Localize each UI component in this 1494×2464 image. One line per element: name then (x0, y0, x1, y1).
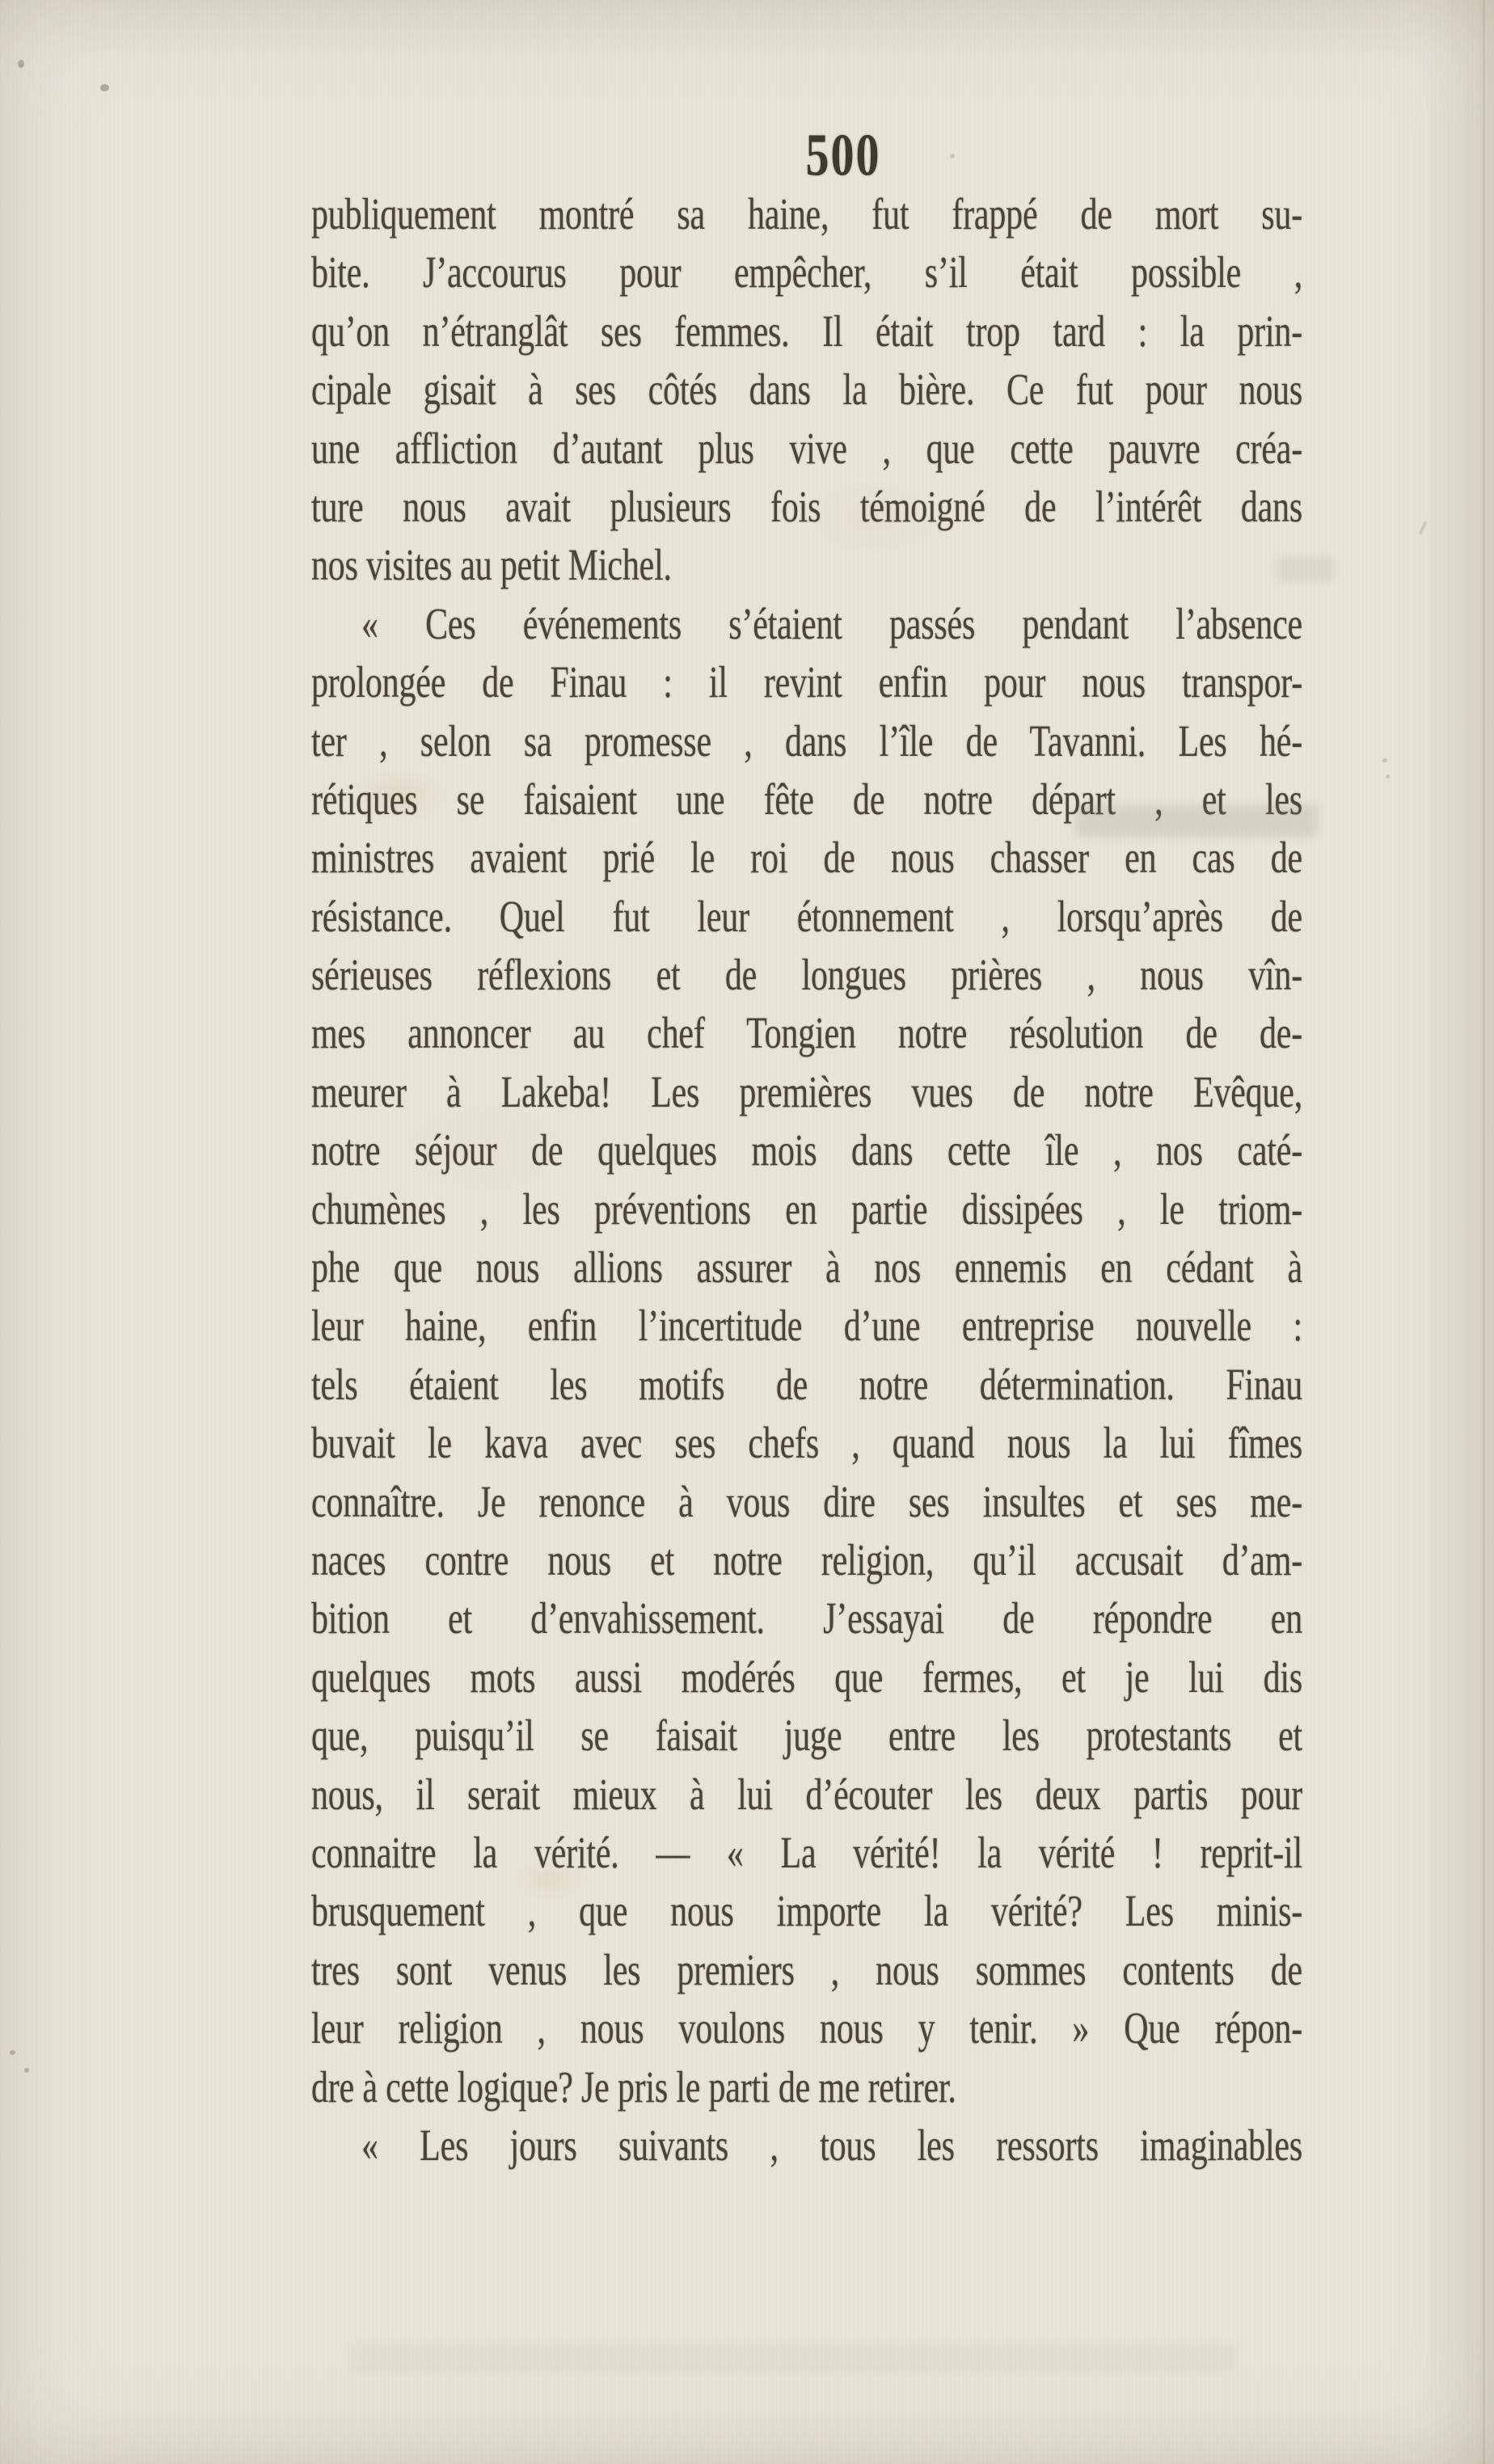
text-line: qu’on n’étranglât ses femmes. Il était trop tard : la prin- (311, 307, 1302, 357)
showthrough-ghost (1075, 804, 1318, 837)
page-crease (1483, 0, 1485, 2464)
paper-speck (1418, 521, 1427, 535)
text-line: « Les jours suivants , tous les ressorts imaginables (361, 2121, 1302, 2171)
paper-speck (100, 84, 109, 91)
text-line: « Ces événements s’étaient passés pendant l’absence (361, 600, 1302, 649)
paper-speck (18, 60, 24, 68)
text-line: quelques mots aussi modérés que fermes, et je lui dis (311, 1653, 1302, 1702)
text-line: nos visites au petit Michel. (311, 542, 672, 591)
text-line: ture nous avait plusieurs fois témoigné de l’intérêt dans (311, 483, 1302, 532)
ink-speck (950, 154, 955, 158)
text-line: une affliction d’autant plus vive , que cette pauvre créa- (311, 424, 1302, 474)
text-line: bition et d’envahissement. J’essayai de répondre en (311, 1595, 1302, 1644)
text-line: tels étaient les motifs de notre détermination. Finau (311, 1361, 1302, 1410)
paper-speck (1386, 774, 1390, 778)
text-line: connaitre la vérité. — « La vérité! la vérité ! reprit-il (311, 1829, 1302, 1878)
text-line: prolongée de Finau : il revint enfin pour nous transpor- (311, 659, 1302, 707)
paper-speck (24, 2068, 29, 2073)
text-line: dre à cette logique? Je pris le parti de me retirer. (311, 2063, 956, 2112)
paper-speck (10, 2050, 15, 2055)
text-line: résistance. Quel fut leur étonnement , lorsqu’après de (311, 892, 1302, 942)
showthrough-ghost (348, 2343, 1237, 2372)
text-line: phe que nous allions assurer à nos ennemis en cédant à (311, 1244, 1302, 1293)
text-line: chumènes , les préventions en partie dissipées , le triom- (311, 1185, 1302, 1234)
text-line: publiquement montré sa haine, fut frappé de mort su- (311, 191, 1302, 239)
text-line: rétiques se faisaient une fête de notre départ , et les (311, 775, 1302, 825)
text-line: mes annoncer au chef Tongien notre résolution de de- (311, 1010, 1302, 1059)
text-line: brusquement , que nous importe la vérité? Les minis- (311, 1888, 1302, 1937)
text-line: leur religion , nous voulons nous y tenir. » Que répon- (311, 2005, 1302, 2053)
text-line: connaître. Je renonce à vous dire ses insultes et ses me- (311, 1478, 1302, 1527)
text-line: notre séjour de quelques mois dans cette île , nos caté- (311, 1127, 1302, 1176)
text-line: ministres avaient prié le roi de nous chasser en cas de (311, 834, 1302, 884)
showthrough-ghost (1277, 556, 1334, 582)
paper-speck (1382, 758, 1387, 762)
text-line: leur haine, enfin l’incertitude d’une entreprise nouvelle : (311, 1302, 1302, 1352)
text-line: que, puisqu’il se faisait juge entre les protestants et (311, 1712, 1302, 1761)
text-line: meurer à Lakeba! Les premières vues de notre Evêque, (311, 1068, 1302, 1117)
text-line: ter , selon sa promesse , dans l’île de Tavanni. Les hé- (311, 717, 1302, 766)
text-line: naces contre nous et notre religion, qu’il accusait d’am- (311, 1537, 1302, 1585)
text-line: tres sont venus les premiers , nous sommes contents de (311, 1946, 1302, 1995)
text-line: nous, il serait mieux à lui d’écouter les deux partis pour (311, 1770, 1302, 1820)
text-line: cipale gisait à ses côtés dans la bière. Ce fut pour nous (311, 366, 1302, 416)
text-line: bite. J’accourus pour empêcher, s’il était possible , (311, 249, 1302, 298)
text-block (311, 186, 1302, 2175)
page-number: 500 (805, 120, 881, 189)
text-line: sérieuses réflexions et de longues prières , nous vîn- (311, 951, 1302, 1000)
text-line: buvait le kava avec ses chefs , quand nous la lui fîmes (311, 1420, 1302, 1469)
